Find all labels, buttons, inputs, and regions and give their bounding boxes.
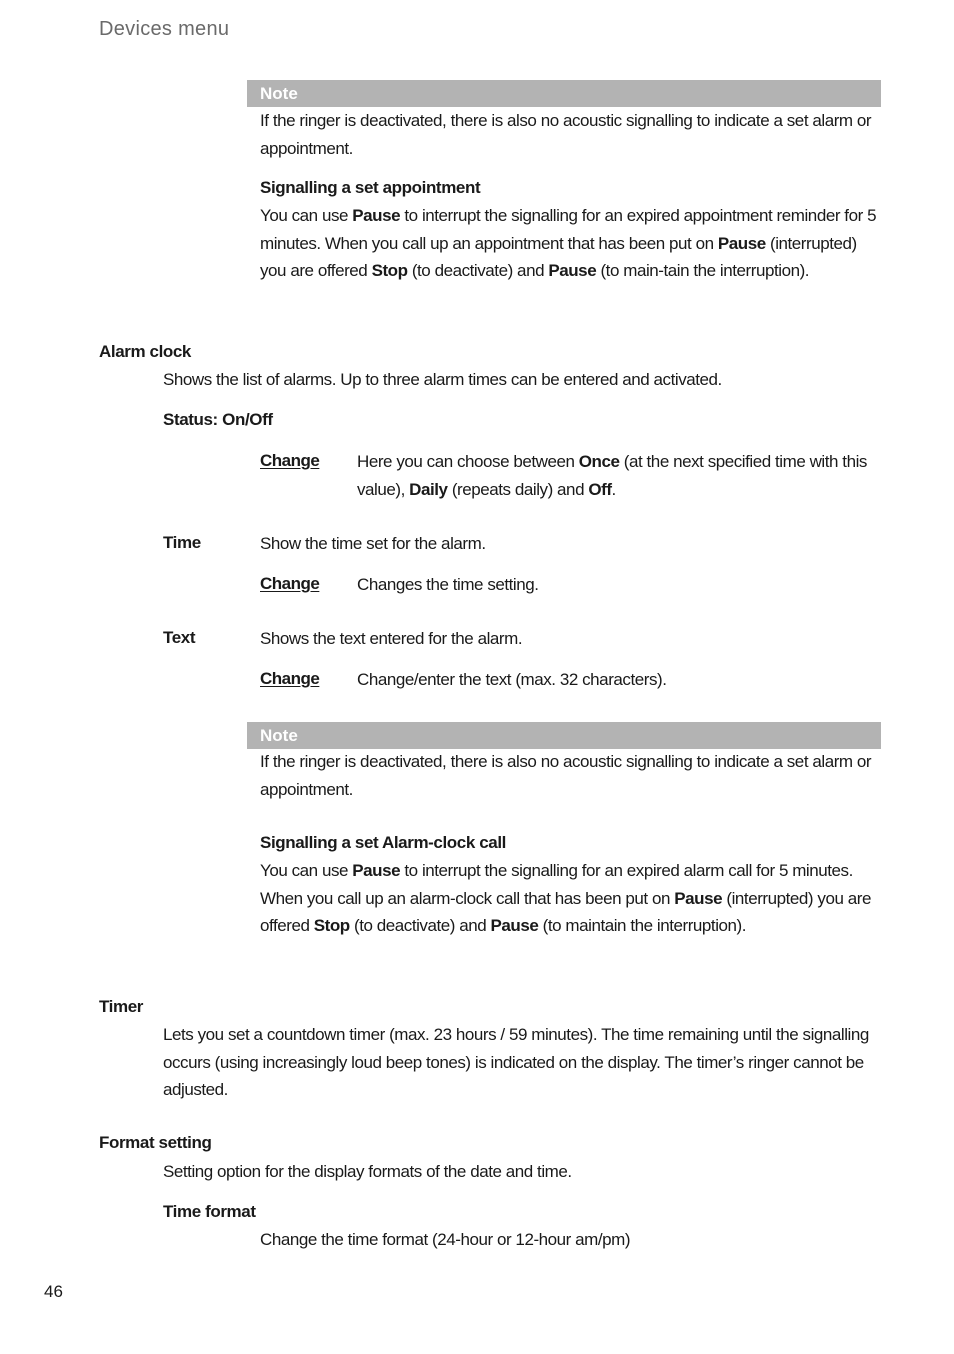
alarm-call-heading: Signalling a set Alarm-clock call xyxy=(260,833,506,852)
appointment-paragraph: You can use Pause to interrupt the signalling for an expired appointment reminder for 5 minutes. When you call up an appointment that has been put on Pause (interrupted) you are offered Stop (to deactivate) and Pause (to main-tain the interruption). xyxy=(260,206,877,280)
note-bar xyxy=(247,80,881,107)
status-change-desc: Here you can choose between Once (at the next specified time with this value), Daily (repeats daily) and Off. xyxy=(357,452,867,499)
page-number: 46 xyxy=(44,1282,63,1301)
time-format-heading: Time format xyxy=(163,1202,256,1221)
alarm-clock-heading: Alarm clock xyxy=(99,342,191,361)
text-change-key: Change xyxy=(260,669,320,688)
text-desc: Shows the text entered for the alarm. xyxy=(260,629,523,648)
format-intro: Setting option for the display formats of the date and time. xyxy=(163,1162,572,1181)
timer-body: Lets you set a countdown timer (max. 23 hours / 59 minutes). The time remaining until the signalling occurs (using increasingly loud beep tones) is indicated on the display. The timer’s ringer cannot be adjusted. xyxy=(163,1025,869,1099)
format-heading: Format setting xyxy=(99,1133,212,1152)
note-body: If the ringer is deactivated, there is also no acoustic signalling to indicate a set alarm or appointment. xyxy=(260,111,872,158)
alarm-clock-intro: Shows the list of alarms. Up to three alarm times can be entered and activated. xyxy=(163,370,722,389)
time-desc: Show the time set for the alarm. xyxy=(260,534,486,553)
time-format-desc: Change the time format (24-hour or 12-hour am/pm) xyxy=(260,1230,631,1249)
note-body: If the ringer is deactivated, there is also no acoustic signalling to indicate a set alarm or appointment. xyxy=(260,752,872,799)
status-change-key: Change xyxy=(260,451,320,470)
status-heading: Status: On/Off xyxy=(163,410,273,429)
note-label: Note xyxy=(260,84,298,103)
time-label: Time xyxy=(163,533,201,552)
page-header: Devices menu xyxy=(99,18,230,40)
text-label: Text xyxy=(163,628,196,647)
alarm-call-paragraph: You can use Pause to interrupt the signalling for an expired alarm call for 5 minutes. When you call up an alarm-clock call that has been put on Pause (interrupted) you are offered Stop (to deactivate) and Pause (to maintain the interruption). xyxy=(260,861,871,935)
timer-heading: Timer xyxy=(99,997,143,1016)
note-label: Note xyxy=(260,726,298,745)
time-change-desc: Changes the time setting. xyxy=(357,575,539,594)
time-change-key: Change xyxy=(260,574,320,593)
note-bar xyxy=(247,722,881,749)
text-change-desc: Change/enter the text (max. 32 characters). xyxy=(357,670,667,689)
appointment-heading: Signalling a set appointment xyxy=(260,178,481,197)
